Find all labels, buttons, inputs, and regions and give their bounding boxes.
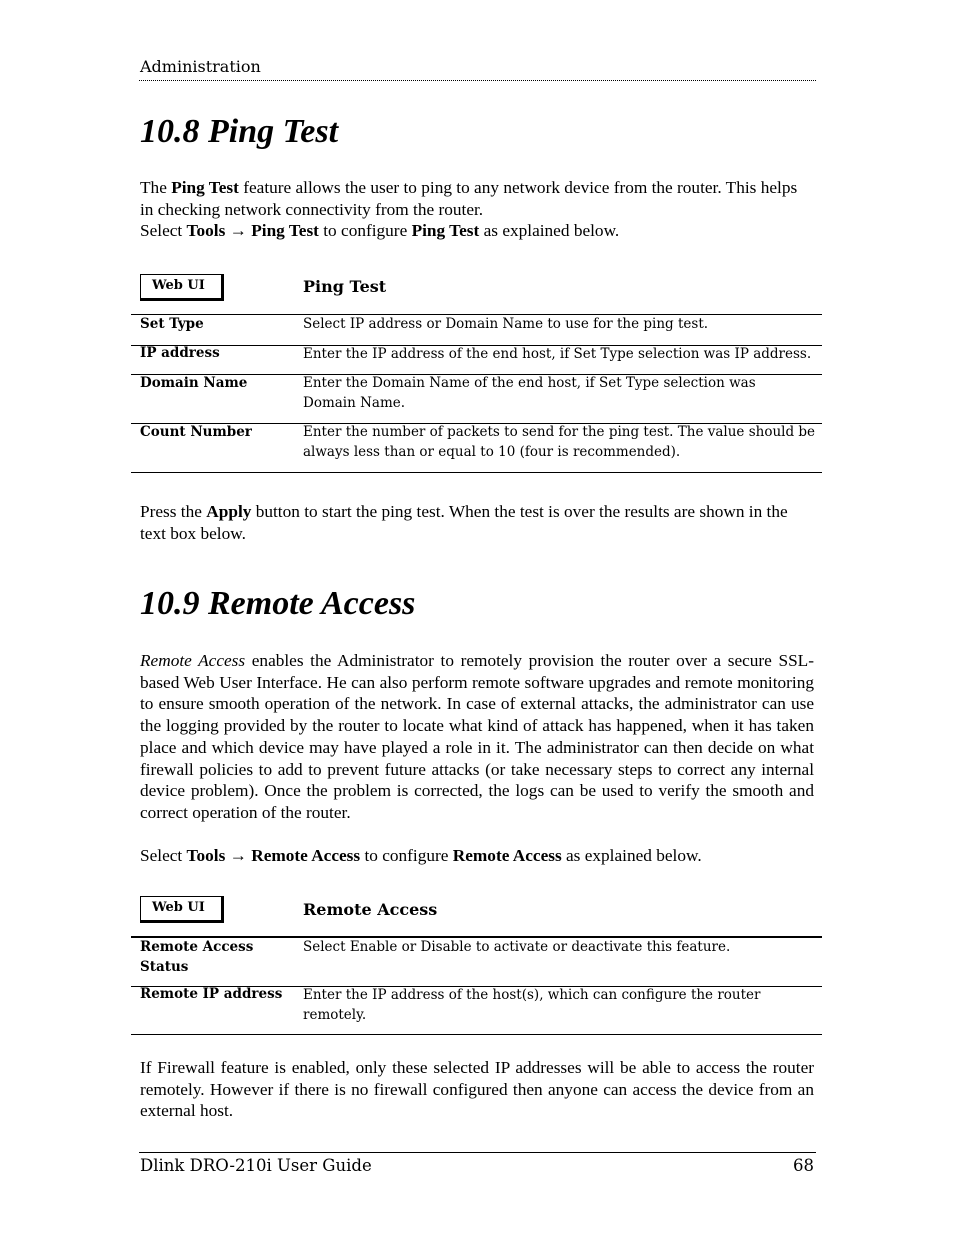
- firewall-paragraph: If Firewall feature is enabled, only these selected IP addresses will be able to access the router remotely. However if there is no firewall configured then anyone can access the device from an external host.: [140, 1058, 814, 1121]
- table-field: Domain Name: [140, 375, 248, 391]
- arrow-icon: →: [225, 221, 252, 241]
- table-description: Enter the Domain Name of the end host, if Set Type selection was Domain Name.: [303, 375, 756, 411]
- apply-paragraph: Press the Apply button to start the ping test. When the test is over the results are shown in the text box below.: [140, 502, 788, 543]
- ping-intro-paragraph: The Ping Test feature allows the user to ping to any network device from the router. This helps in checking network connectivity from the router. Select Tools → Ping Test to configure Ping Test as explained below.: [140, 178, 798, 241]
- footer-divider: [139, 1152, 816, 1153]
- header-divider: [139, 80, 816, 81]
- table-field: Remote Access Status: [140, 939, 254, 975]
- table-description: Select Enable or Disable to activate or deactivate this feature.: [303, 939, 731, 955]
- table-description: Select IP address or Domain Name to use for the ping test.: [303, 316, 709, 332]
- table-field: Remote IP address: [140, 986, 283, 1002]
- table-title: Ping Test: [303, 277, 387, 296]
- footer-guide-title: Dlink DRO-210i User Guide: [140, 1156, 372, 1175]
- table-field: Count Number: [140, 424, 252, 440]
- table-rule: [131, 472, 822, 473]
- table-description: Enter the number of packets to send for the ping test. The value should be always less than or equal to 10 (four is recommended).: [303, 424, 816, 460]
- web-ui-label: Web UI: [140, 896, 224, 923]
- table-description: Enter the IP address of the end host, if Set Type selection was IP address.: [303, 346, 812, 362]
- table-description: Enter the IP address of the host(s), which can configure the router remotely.: [303, 987, 761, 1023]
- section-heading-ping-test: 10.8 Ping Test: [140, 113, 339, 150]
- remote-access-term: Remote Access: [140, 651, 246, 670]
- page-number: 68: [793, 1156, 814, 1175]
- apply-term: Apply: [206, 502, 252, 521]
- remote-access-paragraph: Remote Access enables the Administrator to remotely provision the router over a secure SSL-based Web User Interface. He can also perform remote software upgrades and remote monitoring to ensure smooth operation of the network. In case of external attacks, the administrator can use the logging provided by the router to locate what kind of attack has happened, when it has taken place and which device may have played a role in it. The administrator can then decide on what firewall policies to add to prevent future attacks (or take necessary steps to correct any internal device problem). Once the problem is corrected, the logs can be used to verify the smooth and correct operation of the router.: [140, 651, 814, 822]
- ping-test-term: Ping Test: [171, 178, 239, 197]
- tools-menu-term: Tools: [186, 221, 226, 241]
- web-ui-label: Web UI: [140, 274, 224, 301]
- table-field: IP address: [140, 345, 220, 361]
- table-field: Set Type: [140, 316, 204, 332]
- table-title: Remote Access: [303, 900, 438, 919]
- section-heading-remote-access: 10.9 Remote Access: [140, 585, 416, 622]
- arrow-icon: →: [225, 846, 252, 865]
- running-header: Administration: [140, 57, 261, 76]
- table-rule: [131, 1034, 822, 1035]
- remote-select-paragraph: Select Tools → Remote Access to configure Remote Access as explained below.: [140, 846, 702, 865]
